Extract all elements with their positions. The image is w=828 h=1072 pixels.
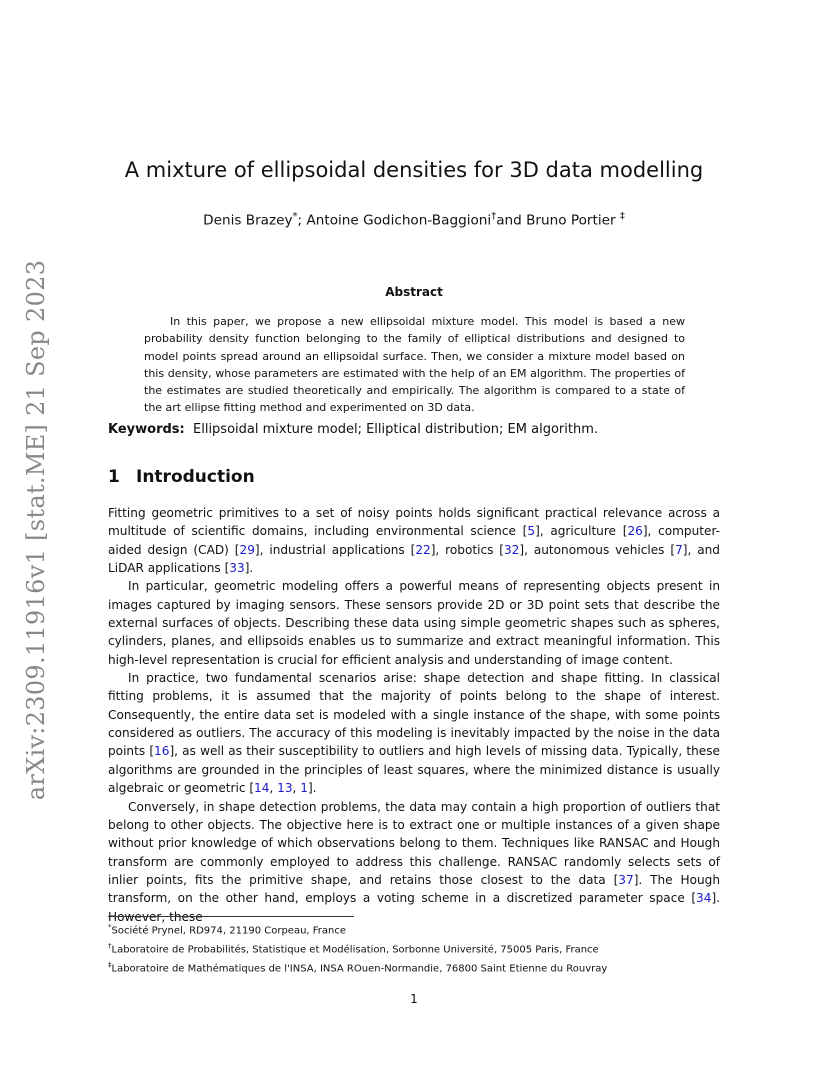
citation-link[interactable]: 1: [300, 781, 308, 796]
paper-title: A mixture of ellipsoidal densities for 3D data modelling: [124, 158, 704, 182]
citation-link[interactable]: 16: [154, 744, 170, 759]
text-run: ,: [269, 781, 278, 796]
footnote: [108, 939, 748, 958]
paragraph: [108, 669, 720, 797]
abstract-text: In this paper, we propose a new ellipsoidal mixture model. This model is based a new probability density function belonging to the family of elliptical distributions and designed to model points spread around an ellipsoidal surface. Then, we consider a mixture model based on this density, whose parameters are estimated with the help of an EM algorithm. The properties of the estimates are studied theoretically and empirically. The algorithm is compared to a state of the art ellipse fitting method and experimented on 3D data.: [144, 315, 685, 415]
keywords: [108, 422, 720, 437]
text-run: ], as well as their susceptibility to outliers and high levels of missing data. Typically, these algorithms are grounded in the principles of least squares, where the minimized distance is usually algebraic or geometric [: [108, 744, 720, 796]
section-number: 1: [108, 467, 120, 487]
section-title: Introduction: [136, 467, 255, 487]
text-run: ], industrial applications [: [254, 542, 416, 557]
citation-link[interactable]: 14: [254, 781, 270, 796]
footnote: [108, 958, 748, 977]
author-name: ; Antoine Godichon-Baggioni: [297, 212, 492, 229]
affiliation-mark[interactable]: *: [292, 211, 298, 222]
footnote-mark: †: [108, 941, 112, 950]
text-run: In practice, two fundamental scenarios arise: shape detection and shape fitting. In classical fitting problems, it is assumed that the majority of points belong to the shape of interest. Consequently, the entire data set is modeled with a single instance of the shape, with some points considered as outliers. The accuracy of this modeling is inevitably impacted by the noise in the data points [: [108, 671, 720, 759]
paragraph: [108, 504, 720, 577]
text-run: ].: [244, 561, 254, 576]
keywords-label: Keywords:: [108, 422, 185, 437]
footnote-divider: [108, 916, 354, 917]
text-run: ], agriculture [: [535, 524, 628, 539]
author-list: [108, 211, 720, 229]
text-run: ].: [307, 781, 317, 796]
text-run: Fitting geometric primitives to a set of noisy points holds significant practical relevance across a multitude of scientific domains, including environmental science [: [108, 506, 720, 539]
footnotes: [108, 920, 748, 976]
citation-link[interactable]: 29: [239, 542, 255, 557]
footnote: [108, 920, 748, 939]
arxiv-identifier: arXiv:2309.11916v1 [stat.ME] 21 Sep 2023: [22, 259, 50, 801]
citation-link[interactable]: 22: [415, 542, 431, 557]
text-run: Conversely, in shape detection problems, the data may contain a high proportion of outliers that belong to other objects. The objective here is to extract one or multiple instances of a given shape without prior knowledge of which observations belong to them. Techniques like RANSAC and Hough transform are commonly employed to address this challenge. RANSAC randomly selects sets of inlier points, fits the primitive shape, and retains those closest to the data [: [108, 799, 720, 887]
affiliation-mark[interactable]: ‡: [619, 211, 625, 222]
citation-link[interactable]: 33: [229, 561, 245, 576]
author-name: and Bruno Portier: [496, 212, 620, 229]
citation-link[interactable]: 7: [675, 542, 683, 557]
footnote-mark: ‡: [108, 960, 112, 969]
footnote-text: Laboratoire de Mathématiques de l'INSA, INSA ROuen-Normandie, 76800 Saint Etienne du Rouvray: [111, 962, 608, 974]
text-run: ,: [292, 781, 301, 796]
citation-link[interactable]: 32: [503, 542, 520, 557]
text-run: ], and LiDAR applications [: [108, 542, 720, 576]
body-text: [108, 504, 720, 926]
author-name: Denis Brazey: [203, 212, 293, 229]
keywords-text: Ellipsoidal mixture model; Elliptical distribution; EM algorithm.: [193, 422, 598, 437]
citation-link[interactable]: 37: [618, 872, 634, 887]
citation-link[interactable]: 34: [696, 891, 712, 906]
section-heading: [108, 467, 255, 487]
footnote-text: Laboratoire de Probabilités, Statistique et Modélisation, Sorbonne Université, 75005 Paris, France: [111, 944, 599, 956]
footnote-text: Société Prynel, RD974, 21190 Corpeau, France: [111, 925, 347, 937]
text-run: ]. The Hough transform, on the other hand, employs a voting scheme in a discretized parameter space [: [108, 872, 720, 906]
citation-link[interactable]: 5: [527, 524, 536, 539]
footnote-mark: *: [108, 923, 112, 931]
affiliation-mark[interactable]: †: [491, 211, 497, 222]
citation-link[interactable]: 26: [627, 524, 643, 539]
text-run: ], autonomous vehicles [: [519, 542, 676, 557]
citation-link[interactable]: 13: [277, 781, 293, 796]
text-run: ], robotics [: [430, 542, 504, 557]
paragraph: In particular, geometric modeling offers a powerful means of representing objects present in images captured by imaging sensors. These sensors provide 2D or 3D point sets that describe the external surfaces of objects. Describing these data using simple geometric shapes such as spheres, cylinders, planes, and ellipsoids enables us to summarize and extract meaningful information. This high-level representation is crucial for efficient analysis and understanding of image content.: [108, 579, 720, 667]
page-number: 1: [410, 992, 418, 1006]
text-run: ], computer-aided design (CAD) [: [108, 524, 721, 557]
abstract-heading: Abstract: [385, 285, 443, 299]
paragraph: [108, 798, 720, 926]
arxiv-sidebar: [8, 259, 64, 801]
text-run: ]. However, these: [108, 891, 720, 924]
